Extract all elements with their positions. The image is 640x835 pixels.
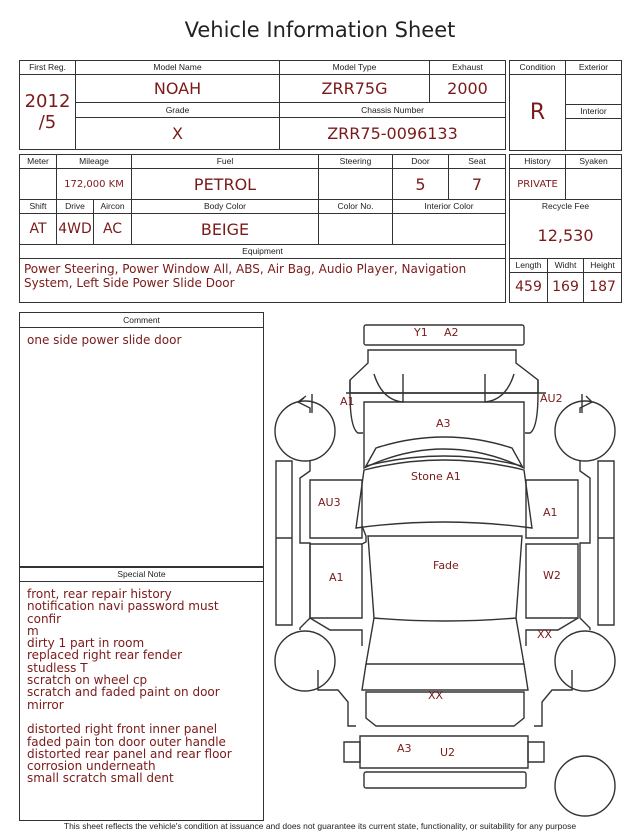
- grade-label: Grade: [76, 103, 280, 117]
- damage-mark-au2: AU2: [540, 392, 563, 405]
- damage-mark-a1-left-door: A1: [329, 571, 344, 584]
- damage-mark-fade: Fade: [433, 559, 459, 572]
- chassis-number-value: ZRR75-0096133: [280, 117, 506, 149]
- exhaust-label: Exhaust: [430, 61, 506, 75]
- special_note-line: scratch on wheel cp: [27, 673, 148, 688]
- drive-label: Drive: [57, 200, 94, 214]
- special_note-line: scratch and faded paint on door mirror: [27, 685, 220, 712]
- width-label: Widht: [548, 258, 584, 272]
- damage-mark-xx-rear: XX: [428, 689, 444, 702]
- special_note-line: dirty 1 part in room: [27, 636, 145, 651]
- recycle-fee-value: 12,530: [510, 213, 622, 258]
- steering-label: Steering: [319, 155, 393, 169]
- aircon-value: AC: [94, 214, 132, 245]
- mileage-value: 172,000 KM: [57, 169, 132, 200]
- length-label: Length: [510, 258, 548, 272]
- syaken-value: [566, 169, 622, 200]
- interior-label: Interior: [566, 105, 622, 119]
- model-type-value: ZRR75G: [280, 75, 430, 103]
- damage-mark-y1: Y1: [414, 326, 428, 339]
- special_note-line: notification navi password must confir: [27, 599, 219, 626]
- damage-mark-a1-right-door: A1: [543, 506, 558, 519]
- grade-value: X: [76, 117, 280, 149]
- shift-value: AT: [20, 214, 57, 245]
- rear-right-wheel: [555, 631, 615, 691]
- special_note-line: studless T: [27, 660, 88, 675]
- comment-box: [19, 312, 264, 568]
- special_note-line: faded pain ton door outer handle: [27, 734, 226, 749]
- syaken-label: Syaken: [566, 155, 622, 169]
- first-reg-value: [20, 75, 76, 150]
- aircon-label: Aircon: [94, 200, 132, 214]
- comment-text: [20, 328, 263, 352]
- special_note-line: small scratch small dent: [27, 771, 174, 786]
- meter-value: [20, 169, 57, 200]
- fuel-label: Fuel: [132, 155, 319, 169]
- body-color-value: BEIGE: [132, 214, 319, 245]
- interior-color-label: Interior Color: [393, 200, 506, 214]
- meter-label: Meter: [20, 155, 57, 169]
- equipment-value: Power Steering, Power Window All, ABS, Air Bag, Audio Player, Navigation System, Left Side Power Slide Door: [20, 259, 506, 303]
- damage-mark-a1-front-left: A1: [340, 395, 355, 408]
- special-note-text: [20, 582, 263, 791]
- first-reg-label: First Reg.: [20, 61, 76, 75]
- damage-mark-a3-bottom: A3: [397, 742, 412, 755]
- disclaimer-footer: This sheet reflects the vehicle's condition at issuance and does not guarantee its current state, functionality, or suitability for any purpose: [63, 821, 577, 831]
- damage-mark-au3: AU3: [318, 496, 341, 509]
- front-left-wheel: [275, 401, 335, 461]
- interior-color-value: [393, 214, 506, 245]
- vehicle-specs-table: [19, 154, 506, 303]
- damage-mark-u2: U2: [440, 746, 456, 759]
- body-color-label: Body Color: [132, 200, 319, 214]
- interior-value: [566, 119, 622, 151]
- front-right-wheel: [555, 401, 615, 461]
- comment-label: Comment: [20, 313, 263, 328]
- fuel-value: PETROL: [132, 169, 319, 200]
- rear-left-wheel: [275, 631, 335, 691]
- first-reg-month: /5: [38, 112, 57, 134]
- condition-label: Condition: [510, 61, 566, 75]
- condition-table: [509, 60, 622, 151]
- damage-mark-a2: A2: [444, 326, 459, 339]
- history-dimensions-table: [509, 154, 622, 303]
- chassis-number-label: Chassis Number: [280, 103, 506, 117]
- exterior-label: Exterior: [566, 61, 622, 75]
- vehicle-identity-table: [19, 60, 506, 150]
- special_note-line: front, rear repair history: [27, 587, 172, 601]
- history-label: History: [510, 155, 566, 169]
- special_note-line: distorted rear panel and rear floor: [27, 746, 232, 761]
- seat-value: 7: [449, 169, 506, 200]
- special_note-line: replaced right rear fender: [27, 648, 183, 663]
- exterior-value: [566, 75, 622, 105]
- door-value: 5: [393, 169, 449, 200]
- sheet-title: Vehicle Information Sheet: [184, 18, 456, 42]
- special_note-line: m: [27, 623, 39, 638]
- color-no-value: [319, 214, 393, 245]
- special_note-line: corrosion underneath: [27, 759, 156, 774]
- damage-mark-w2: W2: [543, 569, 561, 582]
- door-label: Door: [393, 155, 449, 169]
- history-value: PRIVATE: [510, 169, 566, 200]
- recycle-fee-label: Recycle Fee: [510, 200, 622, 214]
- equipment-label: Equipment: [20, 245, 506, 259]
- color-no-label: Color No.: [319, 200, 393, 214]
- shift-label: Shift: [20, 200, 57, 214]
- special-note-label: Special Note: [20, 567, 263, 582]
- damage-mark-a3-hood: A3: [436, 417, 451, 430]
- condition-value: R: [510, 75, 566, 151]
- steering-value: [319, 169, 393, 200]
- model-name-value: NOAH: [76, 75, 280, 103]
- model-type-label: Model Type: [280, 61, 430, 75]
- exhaust-value: 2000: [430, 75, 506, 103]
- damage-mark-xx-right: XX: [537, 628, 553, 641]
- first-reg-year: 2012: [24, 91, 71, 113]
- width-value: 169: [548, 272, 584, 303]
- length-value: 459: [510, 272, 548, 303]
- height-label: Height: [584, 258, 622, 272]
- height-value: 187: [584, 272, 622, 303]
- drive-value: 4WD: [57, 214, 94, 245]
- spare-wheel: [555, 756, 615, 816]
- special-note-box: [19, 566, 264, 821]
- model-name-label: Model Name: [76, 61, 280, 75]
- comment-line: one side power slide door: [27, 333, 182, 347]
- mileage-label: Mileage: [57, 155, 132, 169]
- damage-mark-stone-a1: Stone A1: [411, 470, 461, 483]
- seat-label: Seat: [449, 155, 506, 169]
- special_note-line: distorted right front inner panel: [27, 722, 218, 737]
